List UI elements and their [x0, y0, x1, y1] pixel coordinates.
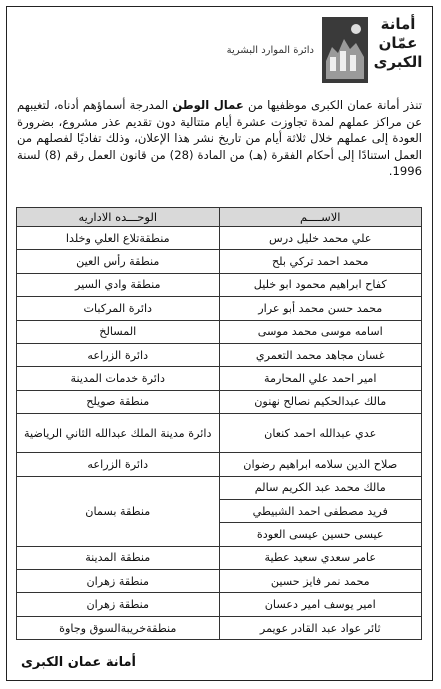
table-header-row	[17, 208, 422, 227]
logo-line-1: أمانة	[380, 15, 416, 33]
notice-text-2: المدرجة أسماؤهم أدناه، لتغيبهم عن مراكز عملهم لمدة تجاوزت عشرة أيام متتالية دون تقديم عذر مشروع، بضرورة العودة إلى عملهم خلال ثلاثة أيام من تاريخ نشر هذا الإعلان، وذلك تفاديًا لفصلهم من العمل استنادًا إلى أحكام الفقرة (هـ) من المادة (28) من قانون العمل رقم (8) لسنة 1996.	[17, 98, 423, 178]
notice-frame	[6, 6, 433, 681]
name-cell: امير يوسف امير دعسان	[219, 593, 422, 616]
table-row	[17, 414, 422, 453]
name-cell: علي محمد خليل درس	[219, 227, 422, 250]
table-row	[17, 476, 422, 499]
table-row	[17, 273, 422, 296]
unit-cell: دائرة الزراعه	[17, 453, 220, 476]
table-row	[17, 227, 422, 250]
notice-bold-text: عمال الوطن	[172, 98, 244, 112]
table-row	[17, 367, 422, 390]
logo-text	[370, 15, 426, 72]
name-cell: محمد حسن محمد أبو عرار	[219, 297, 422, 320]
table-row	[17, 546, 422, 569]
name-cell: ثائر عواد عبد القادر عويمر	[219, 616, 422, 639]
table-row	[17, 616, 422, 639]
logo-line-3: الكبرى	[373, 53, 423, 71]
unit-cell: منطقة بسمان	[17, 476, 220, 546]
table-row	[17, 593, 422, 616]
name-cell: كفاح ابراهيم محمود ابو خليل	[219, 273, 422, 296]
unit-cell: منطقة وادي السير	[17, 273, 220, 296]
name-cell: عدي عبدالله احمد كنعان	[219, 414, 422, 453]
unit-cell: دائرة خدمات المدينة	[17, 367, 220, 390]
unit-cell: منطقة رأس العين	[17, 250, 220, 273]
table-row	[17, 320, 422, 343]
table-row	[17, 390, 422, 413]
unit-cell: منطقةخريبةالسوق وجاوة	[17, 616, 220, 639]
name-cell: عيسى حسين عيسى العودة	[219, 523, 422, 546]
name-cell: عامر سعدي سعيد عطية	[219, 546, 422, 569]
header	[7, 7, 432, 95]
name-cell: صلاح الدين سلامه ابراهيم رضوان	[219, 453, 422, 476]
gam-logo	[322, 13, 428, 89]
unit-cell: دائرة الزراعه	[17, 343, 220, 366]
table-row	[17, 570, 422, 593]
unit-cell: منطقة المدينة	[17, 546, 220, 569]
name-cell: امير احمد علي المحارمة	[219, 367, 422, 390]
name-cell: فريد مصطفى احمد الشبيطي	[219, 499, 422, 522]
department-label: دائرة الموارد البشرية	[226, 45, 314, 56]
name-cell: اسامه موسى محمد موسى	[219, 320, 422, 343]
employees-table	[16, 207, 422, 640]
notice-paragraph	[17, 97, 422, 180]
city-emblem-icon	[322, 17, 368, 83]
logo-line-2: عمّان	[378, 34, 418, 52]
name-cell: غسان مجاهد محمد التعمري	[219, 343, 422, 366]
unit-cell: منطقة صويلح	[17, 390, 220, 413]
column-header-name: الاســــم	[219, 208, 422, 227]
notice-text-1: تنذر أمانة عمان الكبرى موظفيها من	[243, 98, 422, 112]
name-cell: مالك محمد عبد الكريم سالم	[219, 476, 422, 499]
footer-signature: أمانة عمان الكبرى	[21, 655, 136, 670]
name-cell: مالك عبدالحكيم نصالح نهنون	[219, 390, 422, 413]
table-row	[17, 453, 422, 476]
unit-cell: منطقة زهران	[17, 570, 220, 593]
name-cell: محمد احمد تركي بلح	[219, 250, 422, 273]
table-row	[17, 297, 422, 320]
unit-cell: منطقة زهران	[17, 593, 220, 616]
table-row	[17, 250, 422, 273]
column-header-unit: الوحـــده الاداريه	[17, 208, 220, 227]
unit-cell: منطقةتلاع العلي وخلدا	[17, 227, 220, 250]
unit-cell: دائرة المركبات	[17, 297, 220, 320]
unit-cell: المسالخ	[17, 320, 220, 343]
name-cell: محمد نمر فايز حسين	[219, 570, 422, 593]
unit-cell: دائرة مدينة الملك عبدالله الثاني الرياضية	[17, 414, 220, 453]
table-row	[17, 343, 422, 366]
